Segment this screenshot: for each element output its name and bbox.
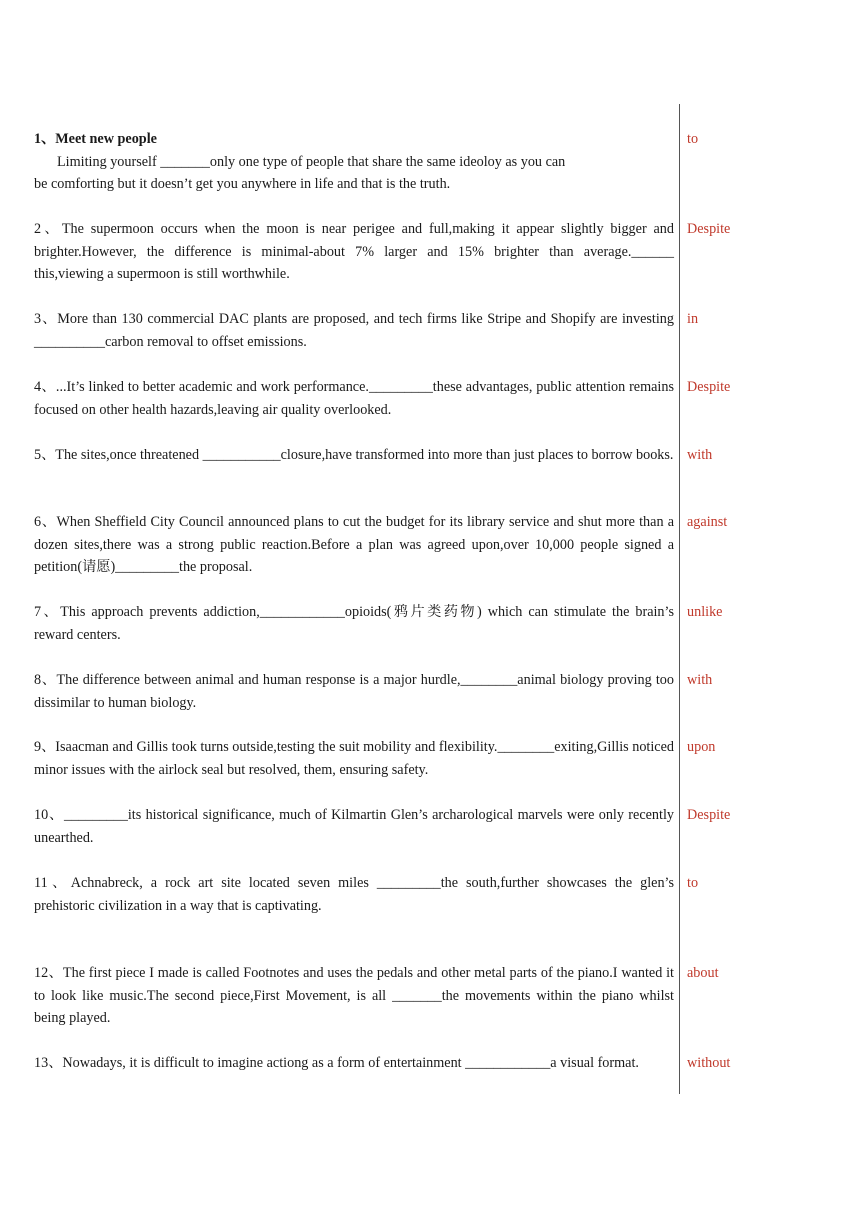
question-2: [34, 218, 674, 286]
question-3: [34, 308, 674, 353]
question-11: [34, 872, 674, 917]
answer-8: with: [687, 672, 713, 688]
question-text: 12、The first piece I made is called Footnotes and uses the pedals and other metal parts of the piano.I wanted it to look like music.The second piece,First Movement, is all _______the movements within the piano whilst being played.: [34, 965, 674, 1026]
question-4: [34, 376, 674, 421]
answer-11: to: [687, 875, 699, 891]
question-text: 10、_________its historical significance, much of Kilmartin Glen’s archarological marvels were only recently unearthed.: [34, 807, 674, 846]
answer-9: upon: [687, 739, 716, 755]
answer-13: without: [687, 1055, 731, 1071]
question-10: [34, 804, 674, 849]
question-12: [34, 962, 674, 1030]
question-7: [34, 601, 674, 646]
question-13: [34, 1052, 674, 1075]
question-text: 6、When Sheffield City Council announced plans to cut the budget for its library service and shut more than a dozen sites,there was a strong public reaction.Before a plan was agreed upon,over 10,000 people signed a petition(请愿)_________the proposal.: [34, 514, 674, 575]
answer-5: with: [687, 447, 713, 463]
answer-10: Despite: [687, 807, 731, 823]
answer-7: unlike: [687, 604, 723, 620]
answer-3: in: [687, 311, 699, 327]
question-text: 5、The sites,once threatened ___________closure,have transformed into more than just places to borrow books.: [34, 447, 674, 463]
answer-12: about: [687, 965, 719, 981]
column-divider: [679, 104, 680, 1094]
answer-4: Despite: [687, 379, 731, 395]
question-title: 1、Meet new people: [34, 131, 157, 147]
answer-6: against: [687, 514, 728, 530]
question-8: [34, 669, 674, 714]
question-text: 3、More than 130 commercial DAC plants are proposed, and tech firms like Stripe and Shopify are investing __________carbon removal to offset emissions.: [34, 311, 674, 350]
question-text: 13、Nowadays, it is difficult to imagine actiong as a form of entertainment ____________a visual format.: [34, 1055, 639, 1071]
answer-1: to: [687, 131, 699, 147]
question-1: [34, 128, 674, 196]
question-text: 7、This approach prevents addiction,____________opioids(鸦片类药物) which can stimulate the brain’s reward centers.: [34, 604, 674, 643]
answer-2: Despite: [687, 221, 731, 237]
question-text: 9、Isaacman and Gillis took turns outside,testing the suit mobility and flexibility.________exiting,Gillis noticed minor issues with the airlock seal but resolved, them, ensuring safety.: [34, 739, 674, 778]
question-6: [34, 511, 674, 579]
question-text: 11、Achnabreck, a rock art site located seven miles _________the south,further showcases the glen’s prehistoric civilization in a way that is captivating.: [34, 875, 674, 914]
question-text: 4、...It’s linked to better academic and work performance._________these advantages, public attention remains focused on other health hazards,leaving air quality overlooked.: [34, 379, 674, 418]
question-text: be comforting but it doesn’t get you anywhere in life and that is the truth.: [34, 176, 451, 192]
question-5: [34, 444, 674, 467]
question-text: 2、The supermoon occurs when the moon is near perigee and full,making it appear slightly bigger and brighter.However, the difference is minimal-about 7% larger and 15% brighter than average.______ this,viewing a supermoon is still worthwhile.: [34, 221, 674, 282]
question-text: Limiting yourself _______only one type of people that share the same ideoloy as you can: [57, 153, 566, 170]
question-text: 8、The difference between animal and human response is a major hurdle,________animal biology proving too dissimilar to human biology.: [34, 672, 674, 711]
question-9: [34, 736, 674, 781]
